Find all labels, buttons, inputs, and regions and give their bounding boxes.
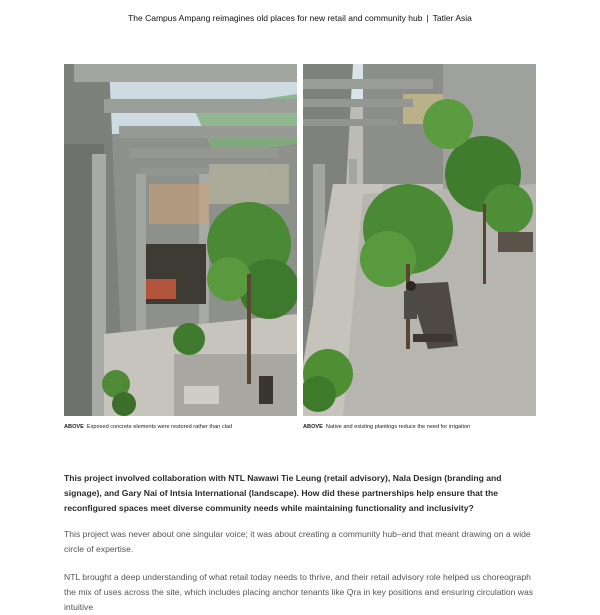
answer-paragraph: NTL brought a deep understanding of what retail today needs to thrive, and their retail advisory role helped us choreograph the mix of uses across the site, which includes placing anchor tenants like Qra in key positions and ensuring circulation was intuitive	[64, 572, 534, 612]
courtyard-garden-photo	[303, 64, 536, 416]
photo-caption-right	[303, 424, 470, 430]
caption-label: ABOVE	[303, 424, 323, 430]
article-header	[0, 13, 600, 23]
publication-name: Tatler Asia	[432, 13, 472, 23]
header-separator: |	[426, 13, 429, 23]
caption-text: Native and existing plantings reduce the need for irrigation	[325, 424, 471, 430]
caption-text: Exposed concrete elements were restored rather than clad	[86, 424, 233, 430]
article-title: The Campus Ampang reimagines old places for new retail and community hub	[128, 13, 423, 23]
photo-caption-left	[64, 424, 232, 430]
building-atrium-photo	[64, 64, 297, 416]
caption-label: ABOVE	[64, 424, 84, 430]
answer-paragraph: This project was never about one singular voice; it was about creating a community hub–and that meant drawing on a wide circle of expertise.	[64, 529, 531, 554]
interview-question: This project involved collaboration with NTL Nawawi Tie Leung (retail advisory), Nala Design (branding and signage), and Gary Nai of Intsia International (landscape). How did these partnerships help ensure that the reconfigured spaces meet diverse community needs while maintaining functionality and inclusivity?	[64, 473, 502, 513]
